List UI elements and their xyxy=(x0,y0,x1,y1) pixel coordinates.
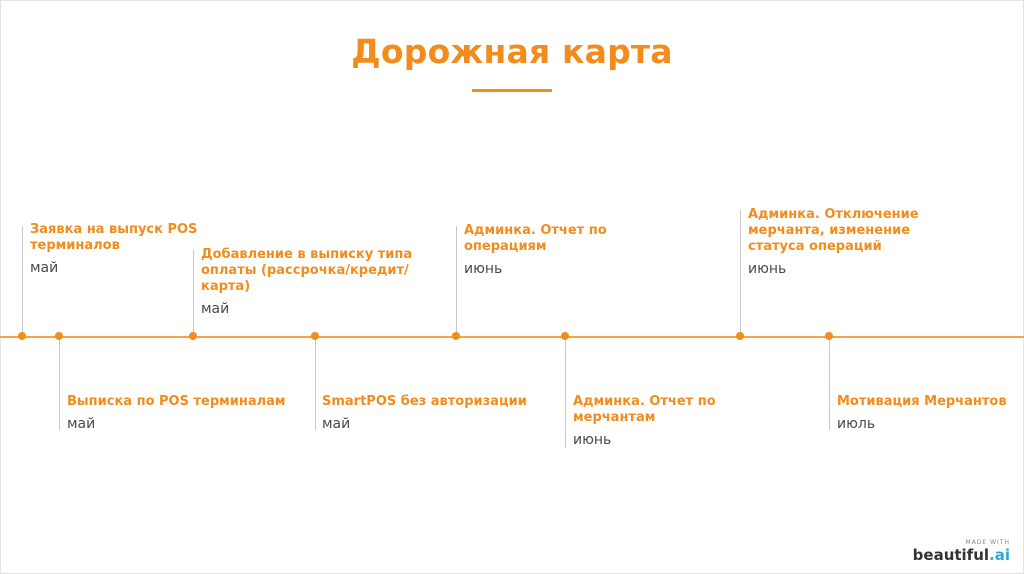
milestone-title: Добавление в выписку типа оплаты (рассрочка/кредит/карта) xyxy=(201,247,413,294)
milestone-date: май xyxy=(30,260,59,276)
milestone-stem xyxy=(59,338,60,430)
milestone-stem xyxy=(565,338,566,448)
milestone-item xyxy=(748,207,948,277)
milestone-dot xyxy=(189,332,197,340)
milestone-dot xyxy=(18,332,26,340)
milestone-title: Мотивация Мерчантов xyxy=(837,394,1007,409)
milestone-date: май xyxy=(201,301,230,317)
milestone-item xyxy=(30,222,220,276)
milestone-stem xyxy=(315,338,316,430)
milestone-item xyxy=(67,394,307,432)
title-underline xyxy=(472,89,552,92)
timeline-axis xyxy=(0,336,1024,338)
brand-made-with: MADE WITH xyxy=(965,539,1010,546)
milestone-date: май xyxy=(322,416,351,432)
brand-name-text: beautiful xyxy=(912,546,990,564)
milestone-item xyxy=(201,247,431,317)
milestone-item xyxy=(837,394,1017,432)
brand-logo xyxy=(913,546,1010,564)
milestone-title: Админка. Отключение мерчанта, изменение статуса операций xyxy=(748,207,919,254)
page-title: Дорожная карта xyxy=(351,32,673,71)
milestone-dot xyxy=(561,332,569,340)
milestone-dot xyxy=(452,332,460,340)
milestone-title: Заявка на выпуск POS терминалов xyxy=(30,222,198,253)
milestone-dot xyxy=(736,332,744,340)
milestone-dot xyxy=(311,332,319,340)
milestone-date: июнь xyxy=(573,432,612,448)
milestone-item xyxy=(322,394,552,432)
milestone-stem xyxy=(193,250,194,336)
brand-suffix: .ai xyxy=(989,546,1010,564)
milestone-dot xyxy=(55,332,63,340)
milestone-date: июнь xyxy=(464,261,503,277)
milestone-date: май xyxy=(67,416,96,432)
milestone-title: Админка. Отчет по мерчантам xyxy=(573,394,716,425)
brand-watermark xyxy=(913,539,1010,564)
milestone-date: июнь xyxy=(748,261,787,277)
milestone-title: SmartPOS без авторизации xyxy=(322,394,527,409)
milestone-stem xyxy=(22,226,23,336)
milestone-stem xyxy=(829,338,830,430)
milestone-title: Выписка по POS терминалам xyxy=(67,394,286,409)
milestone-stem xyxy=(740,210,741,336)
milestone-item xyxy=(464,223,644,277)
milestone-item xyxy=(573,394,753,448)
milestone-date: июль xyxy=(837,416,876,432)
milestone-dot xyxy=(825,332,833,340)
milestone-stem xyxy=(456,226,457,336)
milestone-title: Админка. Отчет по операциям xyxy=(464,223,607,254)
